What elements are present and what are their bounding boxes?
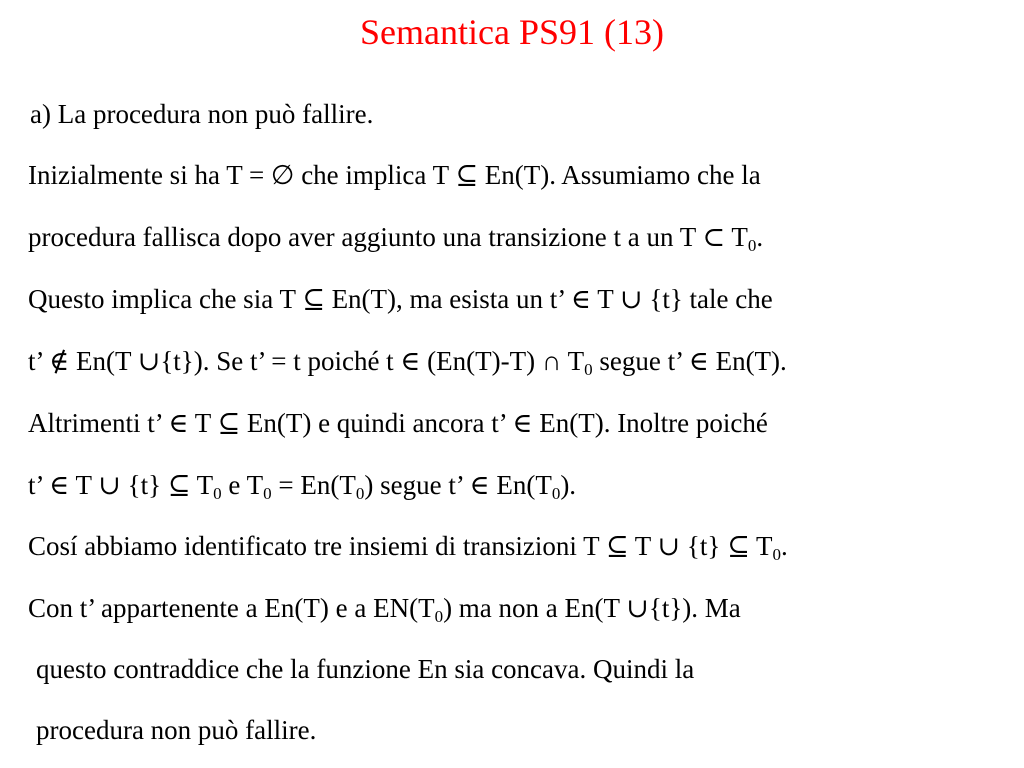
text-line-10: questo contraddice che la funzione En sia concava. Quindi la	[36, 654, 695, 684]
text-line-7: t’ ∈ T ∪ {t} ⊆ $T_0$ e $T_0 = En(T_0)$ segue t’ ∈ $En(T_0)$.	[28, 470, 577, 503]
text-line-4: Questo implica che sia T ⊆ En(T), ma esista un t’ ∈ T ∪ {t} tale che	[28, 284, 773, 314]
text-line-11: procedura non può fallire.	[36, 715, 317, 745]
slide-title: Semantica PS91 (13)	[360, 12, 664, 52]
text-line-6: Altrimenti t’ ∈ T ⊆ En(T) e quindi ancora t’ ∈ En(T). Inoltre poiché	[28, 408, 768, 438]
text-line-1: a) La procedura non può fallire.	[30, 99, 374, 129]
text-line-5: t’ ∉ En(T ∪{t}). Se t’ = t poiché t ∈ (En(T)-T) ∩ $T_0$ segue t’ ∈ En(T).	[28, 346, 787, 379]
text-line-8: Cosí abbiamo identificato tre insiemi di transizioni T ⊆ T ∪ {t} ⊆ $T_0$.	[28, 531, 788, 564]
text-line-9: Con t’ appartenente a En(T) e a $EN(T_0)$ ma non a En(T ∪{t}). Ma	[28, 593, 741, 626]
text-line-3: procedura fallisca dopo aver aggiunto una transizione t a un T ⊂ $T_0$.	[28, 222, 764, 255]
text-line-2: Inizialmente si ha T = ∅ che implica T ⊆ En(T). Assumiamo che la	[28, 160, 761, 190]
